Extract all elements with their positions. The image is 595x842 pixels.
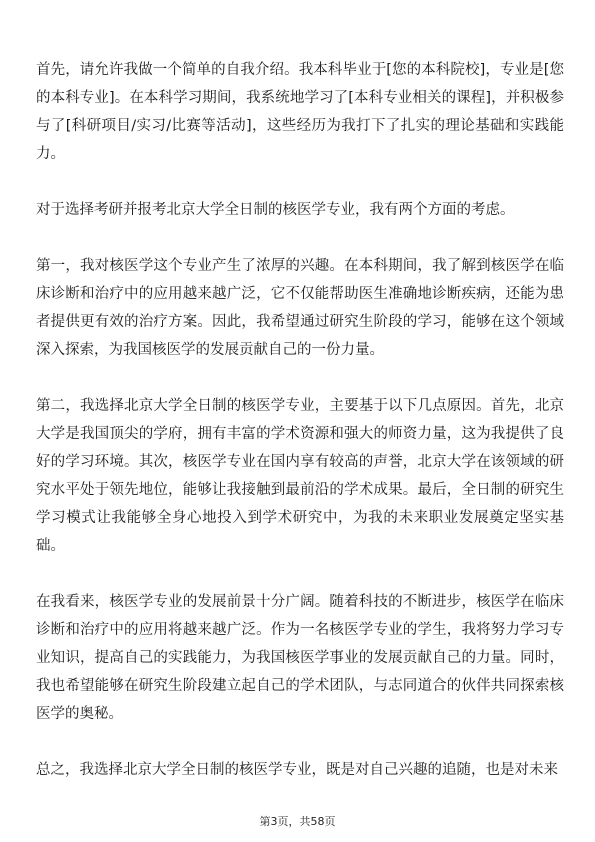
paragraph-reason-interest: 第一，我对核医学这个专业产生了浓厚的兴趣。在本科期间，我了解到核医学在临床诊断和治疗中的应用越来越广泛，它不仅能帮助医生准确地诊断疾病，还能为患者提供更有效的治疗方案。因此，我希望通过研究生阶段的学习，能够在这个领域深入探索，为我国核医学的发展贡献自己的一份力量。 (36, 258, 564, 358)
paragraph-reasons-intro: 对于选择考研并报考北京大学全日制的核医学专业，我有两个方面的考虑。 (36, 202, 515, 218)
paragraph-conclusion: 总之，我选择北京大学全日制的核医学专业，既是对自己兴趣的追随，也是对未来 (36, 762, 558, 778)
paragraph-prospects: 在我看来，核医学专业的发展前景十分广阔。随着科技的不断进步，核医学在临床诊断和治疗中的应用将越来越广泛。作为一名核医学专业的学生，我将努力学习专业知识，提高自己的实践能力，为我国核医学事业的发展贡献自己的力量。同时，我也希望能够在研究生阶段建立起自己的学术团队，与志同道合的伙伴共同探索核医学的奥秘。 (36, 594, 564, 722)
paragraph-reason-university: 第二，我选择北京大学全日制的核医学专业，主要基于以下几点原因。首先，北京大学是我国顶尖的学府，拥有丰富的学术资源和强大的师资力量，这为我提供了良好的学习环境。其次，核医学专业在国内享有较高的声誉，北京大学在该领域的研究水平处于领先地位，能够让我接触到最前沿的学术成果。最后，全日制的研究生学习模式让我能够全身心地投入到学术研究中，为我的未来职业发展奠定坚实基础。 (36, 398, 564, 554)
paragraph-self-introduction: 首先，请允许我做一个简单的自我介绍。我本科毕业于[您的本科院校]，专业是[您的本科专业]。在本科学习期间，我系统地学习了[本科专业相关的课程]，并积极参与了[科研项目/实习/比赛等活动]，这些经历为我打下了扎实的理论基础和实践能力。 (36, 62, 564, 162)
page-number-footer: 第3页，共58页 (259, 815, 336, 828)
document-body (36, 56, 564, 812)
